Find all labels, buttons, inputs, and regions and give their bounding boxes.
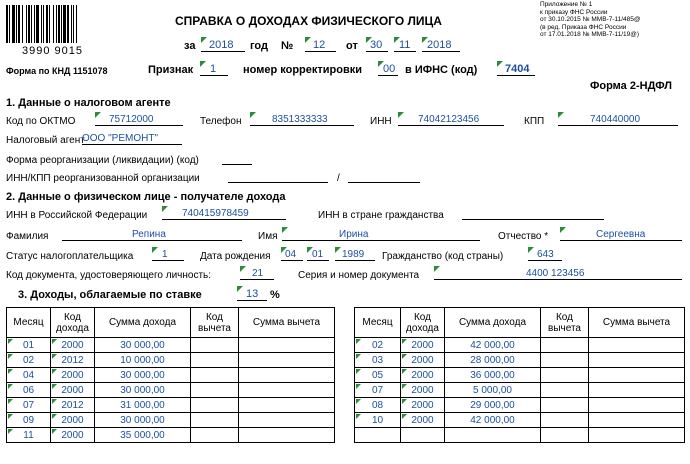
cell-month-value: 11 (23, 429, 34, 441)
inn-rf-field[interactable] (162, 206, 286, 220)
birth-year-value: 1989 (342, 249, 365, 260)
cell-income-code-value: 2000 (61, 429, 84, 441)
appendix-line: (в ред. Приказа ФНС России (540, 23, 627, 31)
section2-title: 2. Данные о физическом лице - получателе дохода (6, 191, 286, 203)
sign-label: Признак (148, 64, 194, 76)
table-row (355, 413, 685, 428)
doc-code-label: Код документа, удостоверяющего личность: (6, 270, 212, 281)
field-marker (8, 414, 13, 419)
col-income-sum: Сумма дохода (95, 308, 191, 338)
barcode-bar (77, 5, 80, 43)
table-row (7, 383, 335, 398)
field-marker (402, 384, 407, 389)
cell-month-value: 02 (371, 339, 384, 351)
patronymic-field[interactable] (560, 227, 682, 241)
cell-month[interactable] (355, 428, 401, 443)
cell-income-code[interactable] (401, 338, 445, 353)
cell-deduction-sum[interactable] (239, 428, 335, 443)
cell-month-value: 08 (371, 399, 384, 411)
field-marker (52, 339, 57, 344)
agent-field[interactable] (82, 131, 182, 145)
cell-deduction-sum[interactable] (239, 383, 335, 398)
doc-series-field[interactable] (434, 266, 682, 280)
table-row (355, 428, 685, 443)
cell-deduction-code[interactable] (191, 383, 239, 398)
cell-income-sum[interactable] (95, 338, 191, 353)
cell-income-sum[interactable] (445, 428, 541, 443)
inn-value: 74042123456 (418, 114, 480, 125)
reorg-label: Форма реорганизации (ликвидации) (код) (6, 155, 199, 166)
col-income-code: Код дохода (51, 308, 95, 338)
cell-deduction-sum[interactable] (589, 338, 685, 353)
cell-deduction-sum[interactable] (589, 413, 685, 428)
reorg-code-field[interactable] (222, 152, 252, 165)
date-month-value: 11 (399, 39, 411, 51)
date-month-field[interactable] (394, 37, 416, 52)
inn-foreign-field[interactable] (462, 206, 604, 220)
cell-deduction-code[interactable] (191, 338, 239, 353)
field-marker (8, 429, 13, 434)
table-row (7, 413, 335, 428)
cell-month[interactable] (355, 338, 401, 353)
cell-income-sum-value: 28 000,00 (470, 354, 515, 366)
cell-month-value: 03 (371, 354, 384, 366)
cell-month-value: 09 (22, 414, 35, 426)
table-row (7, 353, 335, 368)
from-label: от (346, 40, 358, 52)
inn-label: ИНН (370, 116, 392, 127)
cell-deduction-sum[interactable] (589, 398, 685, 413)
percent-sign: % (270, 289, 280, 301)
field-marker (356, 354, 361, 359)
field-marker (402, 369, 407, 374)
doc-series-value: 4400 123456 (526, 268, 585, 279)
cell-deduction-sum[interactable] (239, 398, 335, 413)
year-label: год (250, 40, 268, 52)
cell-income-sum[interactable] (95, 353, 191, 368)
cell-income-code[interactable] (51, 368, 95, 383)
cell-deduction-sum[interactable] (589, 383, 685, 398)
date-day-field[interactable] (366, 37, 388, 52)
cell-income-sum[interactable] (445, 383, 541, 398)
field-marker (8, 354, 13, 359)
table-row (355, 398, 685, 413)
field-marker (402, 354, 407, 359)
cell-deduction-sum[interactable] (239, 368, 335, 383)
section1-title: 1. Данные о налоговом агенте (6, 97, 171, 109)
field-marker (8, 399, 13, 404)
cell-deduction-sum[interactable] (589, 353, 685, 368)
birth-month-value: 01 (312, 249, 324, 260)
cell-deduction-code[interactable] (541, 368, 589, 383)
patronymic-label: Отчество * (498, 231, 549, 242)
status-field[interactable] (152, 247, 184, 261)
cell-deduction-code[interactable] (541, 428, 589, 443)
oktmo-value: 75712000 (109, 114, 154, 125)
birth-day-field[interactable] (281, 247, 303, 261)
sign-field[interactable] (200, 61, 228, 76)
cell-income-sum-value: 36 000,00 (470, 369, 515, 381)
oktmo-label: Код по ОКТМО (6, 116, 76, 127)
citizenship-label: Гражданство (код страны) (382, 251, 504, 262)
rate-value: 13 (246, 288, 259, 300)
col-deduction-sum: Сумма вычета (589, 308, 685, 338)
status-label: Статус налогоплательщика (6, 251, 134, 262)
doc-code-field[interactable] (240, 266, 274, 280)
barcode (6, 5, 116, 43)
appendix-line: Приложение № 1 (540, 1, 593, 8)
sign-value: 1 (210, 63, 217, 75)
cell-month[interactable] (355, 383, 401, 398)
cell-income-sum[interactable] (445, 368, 541, 383)
reorg-kpp-field[interactable] (348, 170, 420, 183)
cell-income-code-value: 2000 (61, 384, 84, 396)
cell-income-code[interactable] (401, 368, 445, 383)
cell-income-sum[interactable] (95, 383, 191, 398)
field-marker (52, 414, 57, 419)
birth-month-field[interactable] (307, 247, 329, 261)
cell-income-sum[interactable] (95, 428, 191, 443)
cell-income-sum[interactable] (95, 398, 191, 413)
phone-value: 8351333333 (272, 114, 328, 125)
col-month: Месяц (7, 308, 51, 338)
cell-income-code[interactable] (51, 398, 95, 413)
cell-income-code[interactable] (401, 383, 445, 398)
ifns-label: в ИФНС (код) (405, 64, 478, 76)
number-field[interactable] (305, 37, 336, 52)
cell-deduction-code[interactable] (541, 413, 589, 428)
cell-income-sum[interactable] (445, 413, 541, 428)
field-marker (356, 339, 361, 344)
inn-foreign-label: ИНН в стране гражданства (318, 210, 444, 221)
field-marker (356, 414, 361, 419)
table-row (7, 398, 335, 413)
cell-month[interactable] (7, 398, 51, 413)
cell-month[interactable] (7, 413, 51, 428)
table-row (355, 338, 685, 353)
cell-income-sum-value: 42 000,00 (470, 339, 515, 351)
cell-income-code[interactable] (51, 338, 95, 353)
cell-month-value: 04 (22, 369, 35, 381)
field-marker (402, 339, 407, 344)
field-marker (8, 369, 13, 374)
birth-day-value: 04 (285, 249, 297, 260)
table-row (355, 383, 685, 398)
field-marker (8, 339, 13, 344)
oktmo-field[interactable] (95, 112, 183, 126)
citizenship-field[interactable] (528, 247, 562, 261)
cell-income-code-value: 2000 (61, 369, 84, 381)
cell-income-code-value: 2012 (61, 354, 84, 366)
reorg-inn-field[interactable] (228, 170, 328, 183)
appendix-note (540, 1, 640, 39)
col-income-sum: Сумма дохода (445, 308, 541, 338)
kpp-label: КПП (524, 116, 545, 127)
cell-month-value: 07 (22, 399, 35, 411)
cell-month-value: 02 (22, 354, 35, 366)
kpp-field[interactable] (558, 112, 678, 126)
cell-deduction-code[interactable] (541, 353, 589, 368)
cell-month-value: 07 (371, 384, 384, 396)
birth-year-field[interactable] (335, 247, 375, 261)
cell-income-code[interactable] (51, 353, 95, 368)
cell-income-sum-value: 10 000,00 (120, 354, 165, 366)
field-marker (52, 384, 57, 389)
cell-deduction-code[interactable] (191, 368, 239, 383)
cell-deduction-sum[interactable] (589, 368, 685, 383)
kpp-value: 740440000 (590, 114, 641, 125)
cell-deduction-sum[interactable] (239, 353, 335, 368)
surname-value: Репина (132, 229, 166, 240)
ifns-value: 7404 (505, 63, 530, 75)
cell-deduction-sum[interactable] (239, 338, 335, 353)
patronymic-value: Сергеевна (596, 229, 646, 240)
reorg-inn-label: ИНН/КПП реорганизованной организации (6, 173, 200, 184)
surname-label: Фамилия (6, 231, 49, 242)
cell-income-code-value: 2000 (411, 339, 434, 351)
appendix-line: к приказу ФНС России (540, 8, 608, 16)
col-deduction-code: Код вычета (191, 308, 239, 338)
col-income-code: Код дохода (401, 308, 445, 338)
cell-month[interactable] (7, 353, 51, 368)
agent-value: ООО "РЕМОНТ" (82, 133, 158, 144)
cell-month[interactable] (7, 338, 51, 353)
cell-deduction-code[interactable] (191, 413, 239, 428)
cell-income-sum-value: 29 000,00 (470, 399, 515, 411)
agent-label: Налоговый агент (6, 135, 85, 146)
field-marker (402, 414, 407, 419)
correction-label: номер корректировки (243, 64, 363, 76)
cell-income-sum-value: 5 000,00 (473, 384, 512, 396)
cell-income-sum[interactable] (445, 338, 541, 353)
cell-deduction-sum[interactable] (239, 413, 335, 428)
cell-income-sum[interactable] (445, 398, 541, 413)
name-label: Имя (258, 231, 278, 242)
cell-month-value: 05 (371, 369, 384, 381)
field-marker (52, 429, 57, 434)
cell-month[interactable] (355, 398, 401, 413)
surname-field[interactable] (62, 227, 242, 241)
inn-rf-label: ИНН в Российской Федерации (6, 210, 148, 221)
doc-series-label: Серия и номер документа (298, 270, 420, 281)
correction-value: 00 (383, 63, 396, 75)
cell-income-code[interactable] (51, 413, 95, 428)
section3-title: 3. Доходы, облагаемые по ставке (18, 289, 202, 301)
inn-rf-value: 740415978459 (182, 208, 249, 219)
cell-income-code[interactable] (51, 428, 95, 443)
table-row (7, 368, 335, 383)
for-label: за (184, 40, 196, 52)
birth-label: Дата рождения (200, 251, 271, 262)
cell-deduction-code[interactable] (191, 398, 239, 413)
citizenship-value: 643 (537, 249, 554, 260)
cell-income-code-value: 2000 (61, 339, 84, 351)
col-deduction-sum: Сумма вычета (239, 308, 335, 338)
table-row (7, 428, 335, 443)
field-marker (356, 369, 361, 374)
page-title: СПРАВКА О ДОХОДАХ ФИЗИЧЕСКОГО ЛИЦА (175, 14, 442, 28)
cell-deduction-code[interactable] (541, 398, 589, 413)
cell-income-sum[interactable] (95, 413, 191, 428)
number-value: 12 (313, 39, 326, 51)
rate-field[interactable] (237, 286, 267, 301)
correction-field[interactable] (378, 61, 398, 76)
cell-month-value: 06 (22, 384, 35, 396)
cell-income-sum-value: 30 000,00 (120, 369, 165, 381)
cell-income-sum-value: 42 000,00 (470, 414, 515, 426)
field-marker (52, 369, 57, 374)
cell-income-code-value: 2000 (411, 369, 434, 381)
cell-month[interactable] (355, 413, 401, 428)
cell-deduction-code[interactable] (191, 353, 239, 368)
col-deduction-code: Код вычета (541, 308, 589, 338)
field-marker (402, 399, 407, 404)
cell-income-sum[interactable] (95, 368, 191, 383)
appendix-line: от 30.10.2015 № ММВ-7-11/485@ (540, 16, 641, 24)
field-marker (52, 399, 57, 404)
appendix-line: от 17.01.2018 № ММВ-7-11/19@) (540, 31, 640, 39)
cell-income-code[interactable] (401, 428, 445, 443)
cell-month[interactable] (355, 353, 401, 368)
cell-income-sum-value: 30 000,00 (120, 414, 165, 426)
ifns-field[interactable] (497, 61, 535, 76)
cell-income-sum-value: 35 000,00 (120, 429, 165, 441)
name-field[interactable] (282, 227, 480, 241)
cell-month-value: 10 (371, 414, 384, 426)
cell-income-code-value: 2000 (411, 399, 434, 411)
cell-month[interactable] (7, 383, 51, 398)
cell-income-sum-value: 30 000,00 (120, 339, 165, 351)
cell-income-code[interactable] (401, 398, 445, 413)
cell-deduction-sum[interactable] (589, 428, 685, 443)
slash: / (337, 173, 340, 184)
cell-income-code[interactable] (401, 413, 445, 428)
year-field[interactable] (201, 37, 245, 52)
form-name: Форма 2-НДФЛ (590, 80, 672, 92)
table-row (7, 338, 335, 353)
income-table-right (354, 307, 685, 443)
cell-income-sum[interactable] (445, 353, 541, 368)
cell-income-code[interactable] (51, 383, 95, 398)
number-label: № (281, 40, 294, 52)
name-value: Ирина (339, 229, 369, 240)
cell-deduction-code[interactable] (541, 383, 589, 398)
table-row (355, 353, 685, 368)
cell-income-code-value: 2012 (61, 399, 84, 411)
field-marker (8, 384, 13, 389)
phone-field[interactable] (250, 112, 354, 126)
cell-income-code-value: 2000 (411, 414, 434, 426)
cell-month[interactable] (355, 368, 401, 383)
date-year-value: 2018 (427, 39, 452, 51)
status-value: 1 (162, 249, 168, 260)
date-day-value: 30 (370, 39, 383, 51)
barcode-number: 3990 9015 (22, 45, 83, 57)
table-row (355, 368, 685, 383)
cell-month-value: 01 (22, 339, 35, 351)
inn-field[interactable] (398, 112, 504, 126)
phone-label: Телефон (200, 116, 242, 127)
cell-income-sum-value: 30 000,00 (120, 384, 165, 396)
form-code-label: Форма по КНД 1151078 (6, 66, 108, 76)
cell-income-sum-value: 31 000,00 (120, 399, 165, 411)
income-table-left (6, 307, 335, 443)
cell-deduction-code[interactable] (191, 428, 239, 443)
year-value: 2018 (209, 39, 234, 51)
cell-income-code-value: 2000 (411, 354, 434, 366)
cell-income-code-value: 2000 (411, 384, 434, 396)
doc-code-value: 21 (252, 268, 264, 279)
cell-deduction-code[interactable] (541, 338, 589, 353)
col-month: Месяц (355, 308, 401, 338)
cell-income-code[interactable] (401, 353, 445, 368)
cell-income-code-value: 2000 (61, 414, 84, 426)
field-marker (52, 354, 57, 359)
cell-month[interactable] (7, 428, 51, 443)
cell-month[interactable] (7, 368, 51, 383)
field-marker (356, 399, 361, 404)
field-marker (356, 384, 361, 389)
date-year-field[interactable] (422, 37, 460, 52)
